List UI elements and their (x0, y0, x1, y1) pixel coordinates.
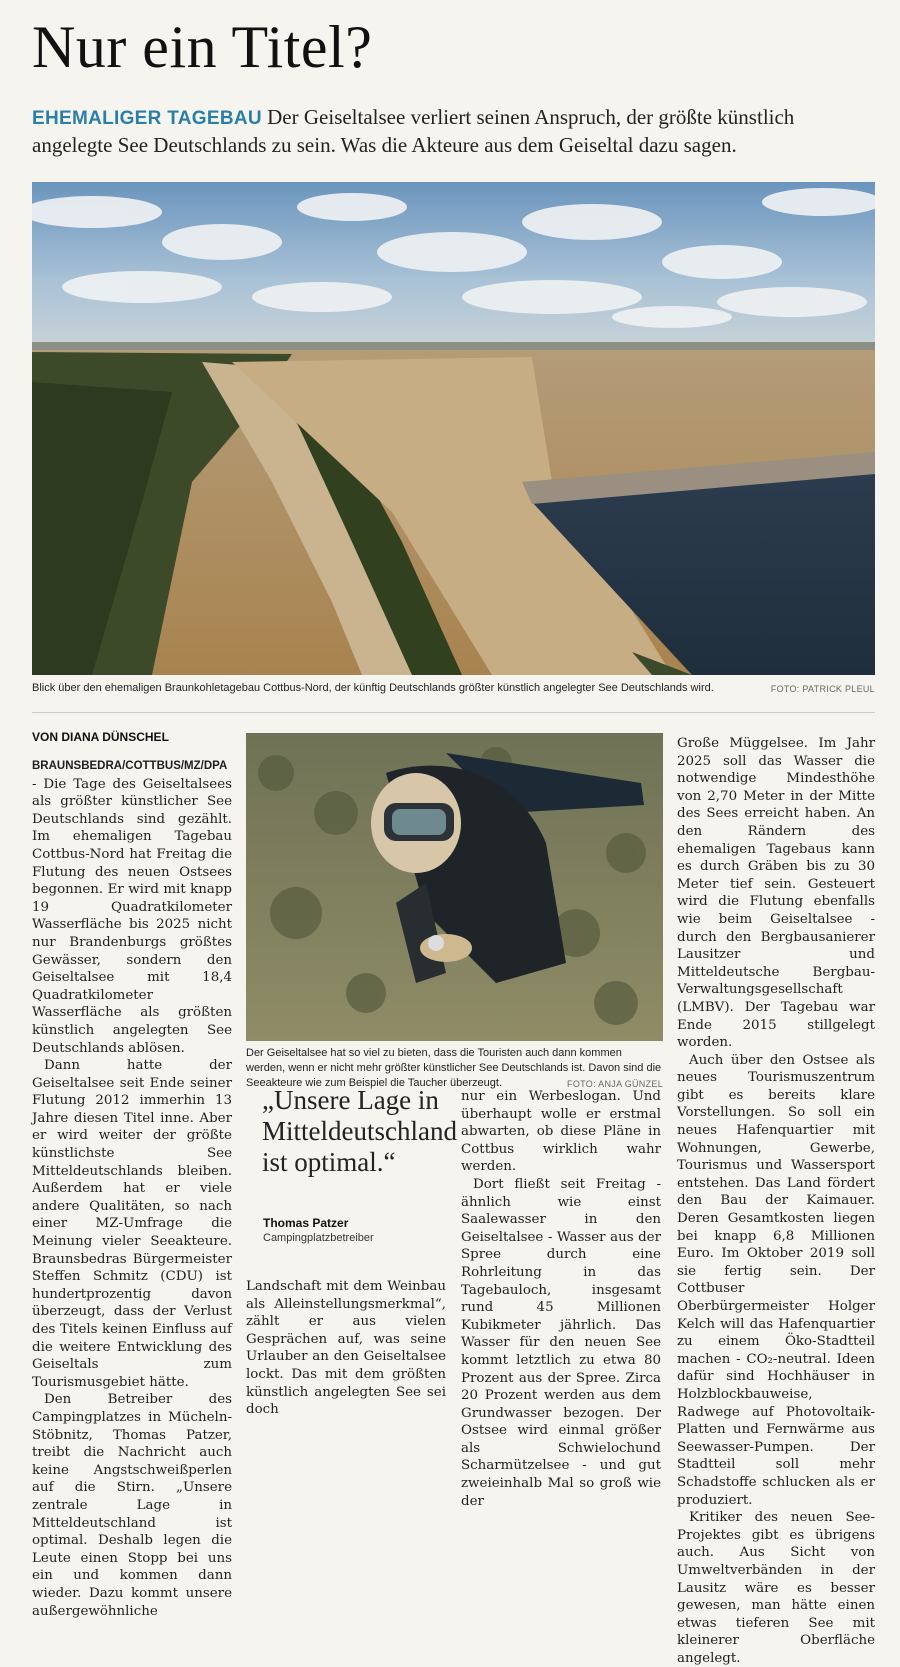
paragraph: Auch über den Ostsee als neues Tourismuszentrum gibt es bereits klare Vorstellungen. So soll ein neues Hafenquartier mit Wohnungen, Gewerbe, Tourismus und Wassersport entstehen. Das Land fördert den Bau der Kaimauer. Deren Gesamtkosten liegen bei knapp 6,8 Millionen Euro. Im Oktober 2019 soll sie fertig sein. Der Cottbuser Oberbürgermeister Holger Kelch will das Hafenquartier zu einem Öko-Stadtteil machen - CO₂-neutral. Ideen dafür sind Hochhäuser in Holzblockbauweise, Radwege auf Photovoltaik-Platten und Fernwärme aus Seewasser-Pumpen. Der Stadtteil soll mehr Schadstoffe schlucken als er produziert. (677, 1052, 875, 1508)
diver-photo (246, 733, 663, 1041)
main-photo-credit: FOTO: PATRICK PLEUL (770, 684, 875, 694)
paragraph: Kritiker des neuen See-Projektes gibt es übrigens auch. Aus Sicht von Umweltverbänden in der Lausitz wäre es besser gewesen, man hätte einen etwas tieferen See mit kleinerer Oberfläche angelegt. (677, 1510, 875, 1666)
diver-photo-caption-text: Der Geiseltalsee hat so viel zu bieten, dass die Touristen auch dann kommen werden, wenn er nicht mehr größter künstlicher See Deutschlands ist. Davon sind die Seeakteure wie zum Beispiel die Taucher überzeugt. (246, 1047, 662, 1089)
paragraph: Den Betreiber des Campingplatzes in Mücheln-Stöbnitz, Thomas Patzer, treibt die Nachricht auch keine Angstschweißperlen auf die Stirn. „Unsere zentrale Lage in Mitteldeutschland ist optimal. Deshalb legen die Leute einen Stopp bei uns ein und kommen dann wieder. Dazu kommt unsere außergewöhnliche (32, 1392, 232, 1619)
column-2 (246, 1278, 446, 1419)
paragraph: Große Müggelsee. Im Jahr 2025 soll das Wasser die notwendige Mindesthöhe von 2,70 Meter in der Mitte des Sees erreicht haben. An den Rändern des ehemaligen Tagebaus kann es durch Gräben bis zu 30 Meter tief sein. Gesteuert wird die Flutung ebenfalls wie beim Geiseltalsee - durch den Bergbausanierer Lausitzer und Mitteldeutsche Bergbau-Verwaltungsgesellschaft (LMBV). Der Tagebau war Ende 2015 stillgelegt worden. (677, 736, 875, 1051)
main-photo-caption-text: Blick über den ehemaligen Braunkohletagebau Cottbus-Nord, der künftig Deutschlands größter künstlich angelegter See Deutschlands wird. (32, 682, 714, 694)
kicker: EHEMALIGER TAGEBAU (32, 108, 262, 129)
main-photo (32, 182, 875, 675)
headline: Nur ein Titel? (32, 14, 373, 80)
pull-quote-role: Campingplatzbetreiber (263, 1232, 374, 1244)
paragraph: nur ein Werbeslogan. Und überhaupt wolle er erstmal abwarten, ob diese Pläne in Cottbus wirklich wahr werden. (461, 1089, 661, 1175)
column-1 (32, 757, 232, 1620)
paragraph (32, 757, 232, 1057)
dateline: BRAUNSBEDRA/COTTBUS/MZ/DPA (32, 760, 228, 772)
paragraph-text: - Die Tage des Geiseltalsees als größter künstlicher See Deutschlands sind gezählt. Im ehemaligen Tagebau Cottbus-Nord hat Freitag die Flutung des neuen Ostsees begonnen. Er wird mit knapp 19 Quadratkilometer Wasserfläche bis 2025 nicht nur Brandenburgs größtes Gewässer, sondern den Geiseltalsee mit 18,4 Quadratkilometer Wasserfläche als größten künstlich angelegten See Deutschlands ablösen. (32, 776, 232, 1056)
paragraph: Dann hatte der Geiseltalsee seit Ende seiner Flutung 2012 immerhin 13 Jahre diesen Titel inne. Aber er wird weiter der größte künstlichste See Mitteldeutschlands bleiben. Außerdem hat er viele andere Qualitäten, so nach einer MZ-Umfrage die Meinung vieler Seeakteure. Braunsbedras Bürgermeister Steffen Schmitz (CDU) ist hundertprozentig davon überzeugt, dass der Verlust des Titels keinen Einfluss auf die weitere Entwicklung des Geiseltals zum Tourismusgebiet hätte. (32, 1058, 232, 1390)
column-3 (461, 1088, 661, 1510)
paragraph: Landschaft mit dem Weinbau als Alleinstellungsmerkmal“, zählt er aus vielen Gesprächen auf, was seine Urlauber an den Geiseltalsee lockt. Das mit dem größten künstlich angelegten See sei doch (246, 1279, 446, 1418)
divider (32, 712, 875, 713)
deck (32, 104, 872, 158)
main-photo-caption (32, 681, 875, 696)
paragraph: Dort fließt seit Freitag - ähnlich wie einst Saalewasser in den Geiseltalsee - Wasser aus der Spree durch eine Rohrleitung in das Tagebauloch, insgesamt rund 45 Millionen Kubikmeter jährlich. Das Wasser für den neuen See kommt letztlich zu etwa 80 Prozent aus der Spree. Zirca 20 Prozent werden aus dem Grundwasser bezogen. Der Ostsee wird einmal größer als Schwielochund Scharmützelsee - und gut zweieinhalb Mal so groß wie der (461, 1176, 661, 1509)
pull-quote-author: Thomas Patzer (263, 1216, 349, 1230)
deck-text: Der Geiseltalsee verliert seinen Anspruch, der größte künstlich angelegte See Deutschlands zu sein. Was die Akteure aus dem Geiseltal dazu sagen. (32, 105, 795, 157)
diver-photo-credit: FOTO: ANJA GÜNZEL (567, 1079, 663, 1089)
pull-quote: „Unsere Lage in Mitteldeutschland ist optimal.“ (262, 1085, 457, 1177)
column-4 (677, 735, 875, 1667)
byline: VON DIANA DÜNSCHEL (32, 730, 169, 744)
